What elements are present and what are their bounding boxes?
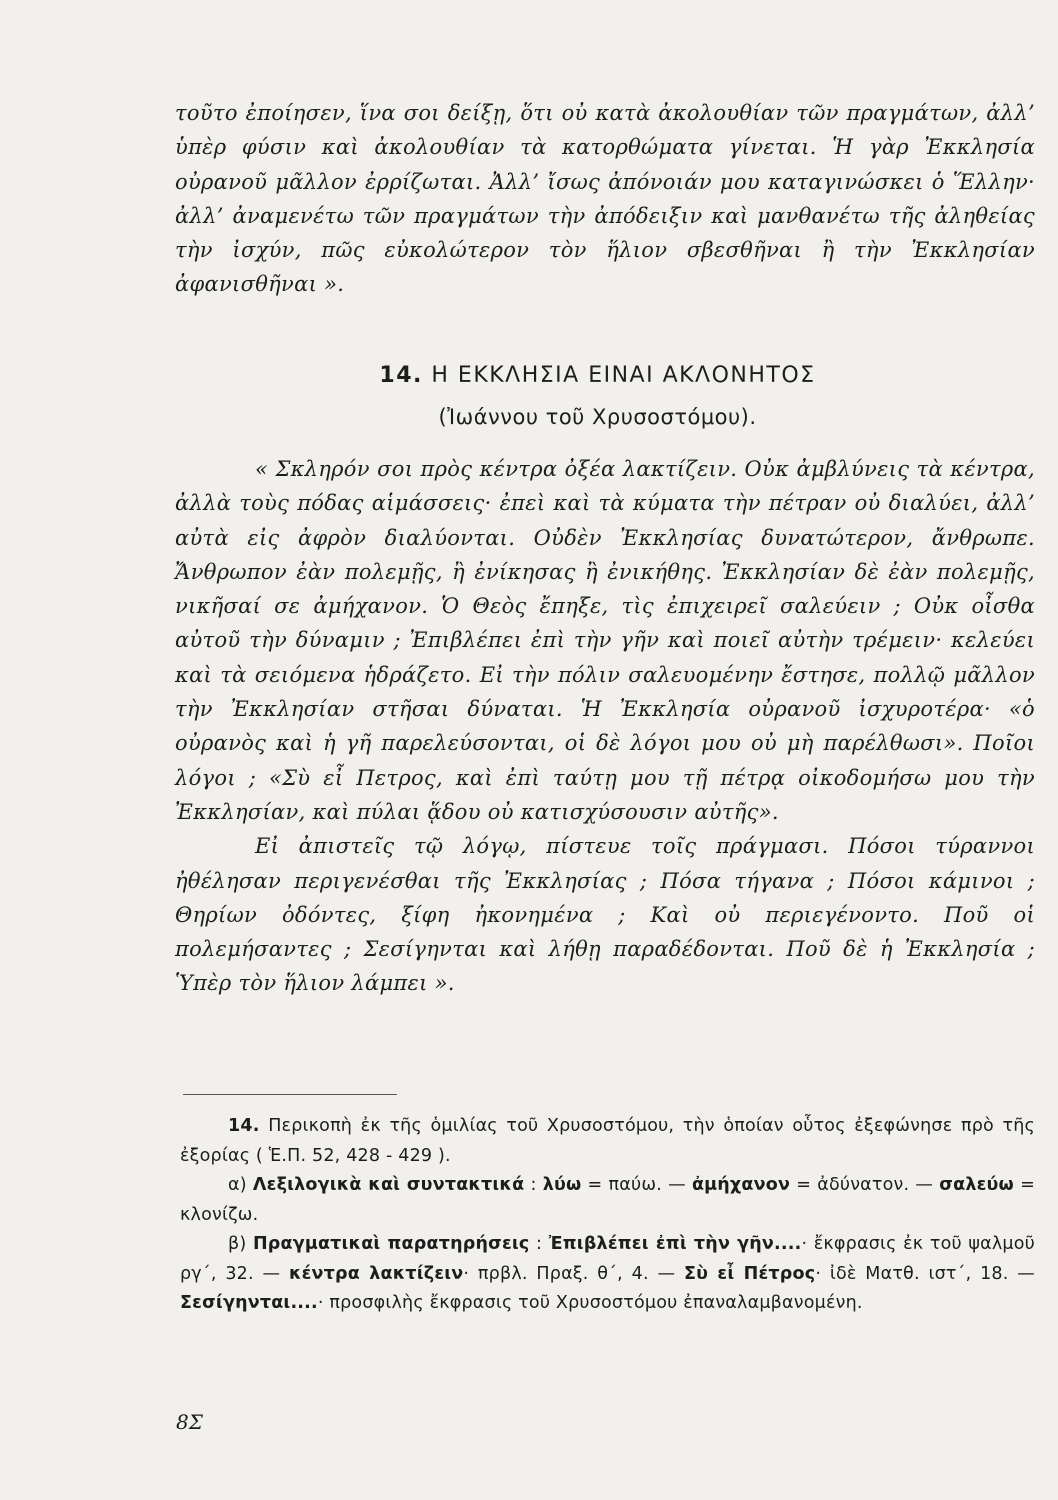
gloss: = κλονίζω. [180, 1175, 1035, 1225]
term: Σεσίγηνται.... [180, 1293, 318, 1313]
footnote-a-prefix: α) [228, 1175, 253, 1195]
term: ἀμήχανον [691, 1175, 791, 1195]
section-number: 14. [379, 363, 423, 388]
passage-paragraph-1: « Σκληρόν σοι πρὸς κέντρα ὀξέα λακτίζειν. Οὐκ ἀμβλύνεις τὰ κέντρα, ἀλλὰ τοὺς πόδας αἱμάσσεις· ἐπεὶ καὶ τὰ κύματα τὴν πέτραν οὐ διαλύει, ἀλλ’ αὐτὰ εἰς ἀφρὸν διαλύονται. Οὐδὲν Ἐκκλησίας δυνατώτερον, ἄνθρωπε. Ἄνθρωπον ἐὰν πολεμῇς, ἢ ἐνίκησας ἢ ἐνικήθης. Ἐκκλησίαν δὲ ἐὰν πολεμῇς, νικῆσαί σε ἀμήχανον. Ὁ Θεὸς ἔπηξε, τὶς ἐπιχειρεῖ σαλεύειν ; Οὐκ οἶσθα αὐτοῦ τὴν δύναμιν ; Ἐπιβλέπει ἐπὶ τὴν γῆν καὶ ποιεῖ αὐτὴν τρέμειν· κελεύει καὶ τὰ σειόμενα ἡδράζετο. Εἰ τὴν πόλιν σαλευομένην ἔστησε, πολλῷ μᾶλλον τὴν Ἐκκλησίαν στῆσαι δύναται. Ἡ Ἐκκλησία οὐρανοῦ ἰσχυροτέρα· «ὁ οὐρανὸς καὶ ἡ γῆ παρελεύσονται, οἱ δὲ λόγοι μου οὐ μὴ παρέλθωσι». Ποῖοι λόγοι ; «Σὺ εἶ Πετρος, καὶ ἐπὶ ταύτῃ μου τῇ πέτρᾳ οἰκοδομήσω μου τὴν Ἐκκλησίαν, καὶ πύλαι ᾅδου οὐ κατισχύσουσιν αὐτῆς». [175, 457, 1035, 824]
footnote-divider [183, 1094, 397, 1095]
gloss: = ἀδύνατον. — [790, 1175, 940, 1195]
passage-paragraph-2: Εἰ ἀπιστεῖς τῷ λόγῳ, πίστευε τοῖς πράγμασι. Πόσοι τύραννοι ἠθέλησαν περιγενέσθαι τῆς Ἐκκλησίας ; Πόσα τήγανα ; Πόσοι κάμινοι ; Θηρίων ὀδόντες, ξίφη ἠκονημένα ; Καὶ οὐ περιεγένοντο. Ποῦ οἱ πολεμήσαντες ; Σεσίγηνται καὶ λήθῃ παραδέδονται. Ποῦ δὲ ἡ Ἐκκλησία ; Ὑπὲρ τὸν ἥλιον λάμπει ». [175, 834, 1035, 996]
gloss: · ἰδὲ Ματθ. ιστ΄, 18. — [815, 1263, 1035, 1284]
term: λύω [542, 1175, 582, 1195]
footnote-text: Περικοπὴ ἐκ τῆς ὁμιλίας τοῦ Χρυσοστόμου, τὴν ὁποίαν οὗτος ἐξεφώνησε πρὸ τῆς ἐξορίας ( Ἑ.Π. 52, 428 - 429 ). [180, 1116, 1035, 1166]
sep: : [529, 1234, 549, 1254]
gloss: · ἔκφρασις ἐκ τοῦ ψαλμοῦ ργ΄, 32. — [180, 1234, 1035, 1284]
section-heading [180, 363, 1015, 388]
footnote-a-label: Λεξιλογικὰ καὶ συντακτικά [252, 1175, 525, 1195]
section-source: (Ἰωάννου τοῦ Χρυσοστόμου). [438, 405, 757, 429]
footnote-a [180, 1171, 1035, 1230]
sep: : [524, 1175, 543, 1195]
term: σαλεύω [939, 1175, 1014, 1195]
footnote-14 [180, 1112, 1035, 1171]
term: Σὺ εἶ Πέτρος [683, 1263, 816, 1284]
footnote-number: 14. [228, 1116, 260, 1136]
footnotes [180, 1112, 1035, 1319]
footnote-b [180, 1230, 1035, 1319]
gloss: · προσφιλὴς ἔκφρασις τοῦ Χρυσοστόμου ἐπαναλαμβανομένη. [317, 1293, 863, 1313]
gloss: · πρβλ. Πραξ. θ΄, 4. — [463, 1263, 684, 1284]
page-number: 8Σ [176, 1410, 203, 1434]
footnote-b-label: Πραγματικαὶ παρατηρήσεις [252, 1234, 530, 1254]
term: κέντρα λακτίζειν [288, 1263, 464, 1284]
passage [175, 452, 1035, 1001]
footnote-b-prefix: β) [228, 1234, 253, 1254]
gloss: = παύω. — [581, 1175, 692, 1195]
section-title: Η ΕΚΚΛΗΣΙΑ ΕΙΝΑΙ ΑΚΛΟΝΗΤΟΣ [431, 363, 816, 388]
intro-text: τοῦτο ἐποίησεν, ἵνα σοι δείξῃ, ὅτι οὐ κατὰ ἀκολουθίαν τῶν πραγμάτων, ἀλλ’ ὑπὲρ φύσιν καὶ ἀκολουθίαν τὰ κατορθώματα γίνεται. Ἡ γὰρ Ἐκκλησία οὐρανοῦ μᾶλλον ἐρρίζωται. Ἀλλ’ ἴσως ἀπόνοιάν μου καταγινώσκει ὁ Ἕλλην· ἀλλ’ ἀναμενέτω τῶν πραγμάτων τὴν ἀπόδειξιν καὶ μανθανέτω τῆς ἀληθείας τὴν ἰσχύν, πῶς εὐκολώτερον τὸν ἥλιον σβεσθῆναι ἢ τὴν Ἐκκλησίαν ἀφανισθῆναι ». [175, 101, 1035, 297]
intro-paragraph [175, 96, 1035, 302]
term: Ἐπιβλέπει ἐπὶ τὴν γῆν.... [548, 1234, 802, 1254]
